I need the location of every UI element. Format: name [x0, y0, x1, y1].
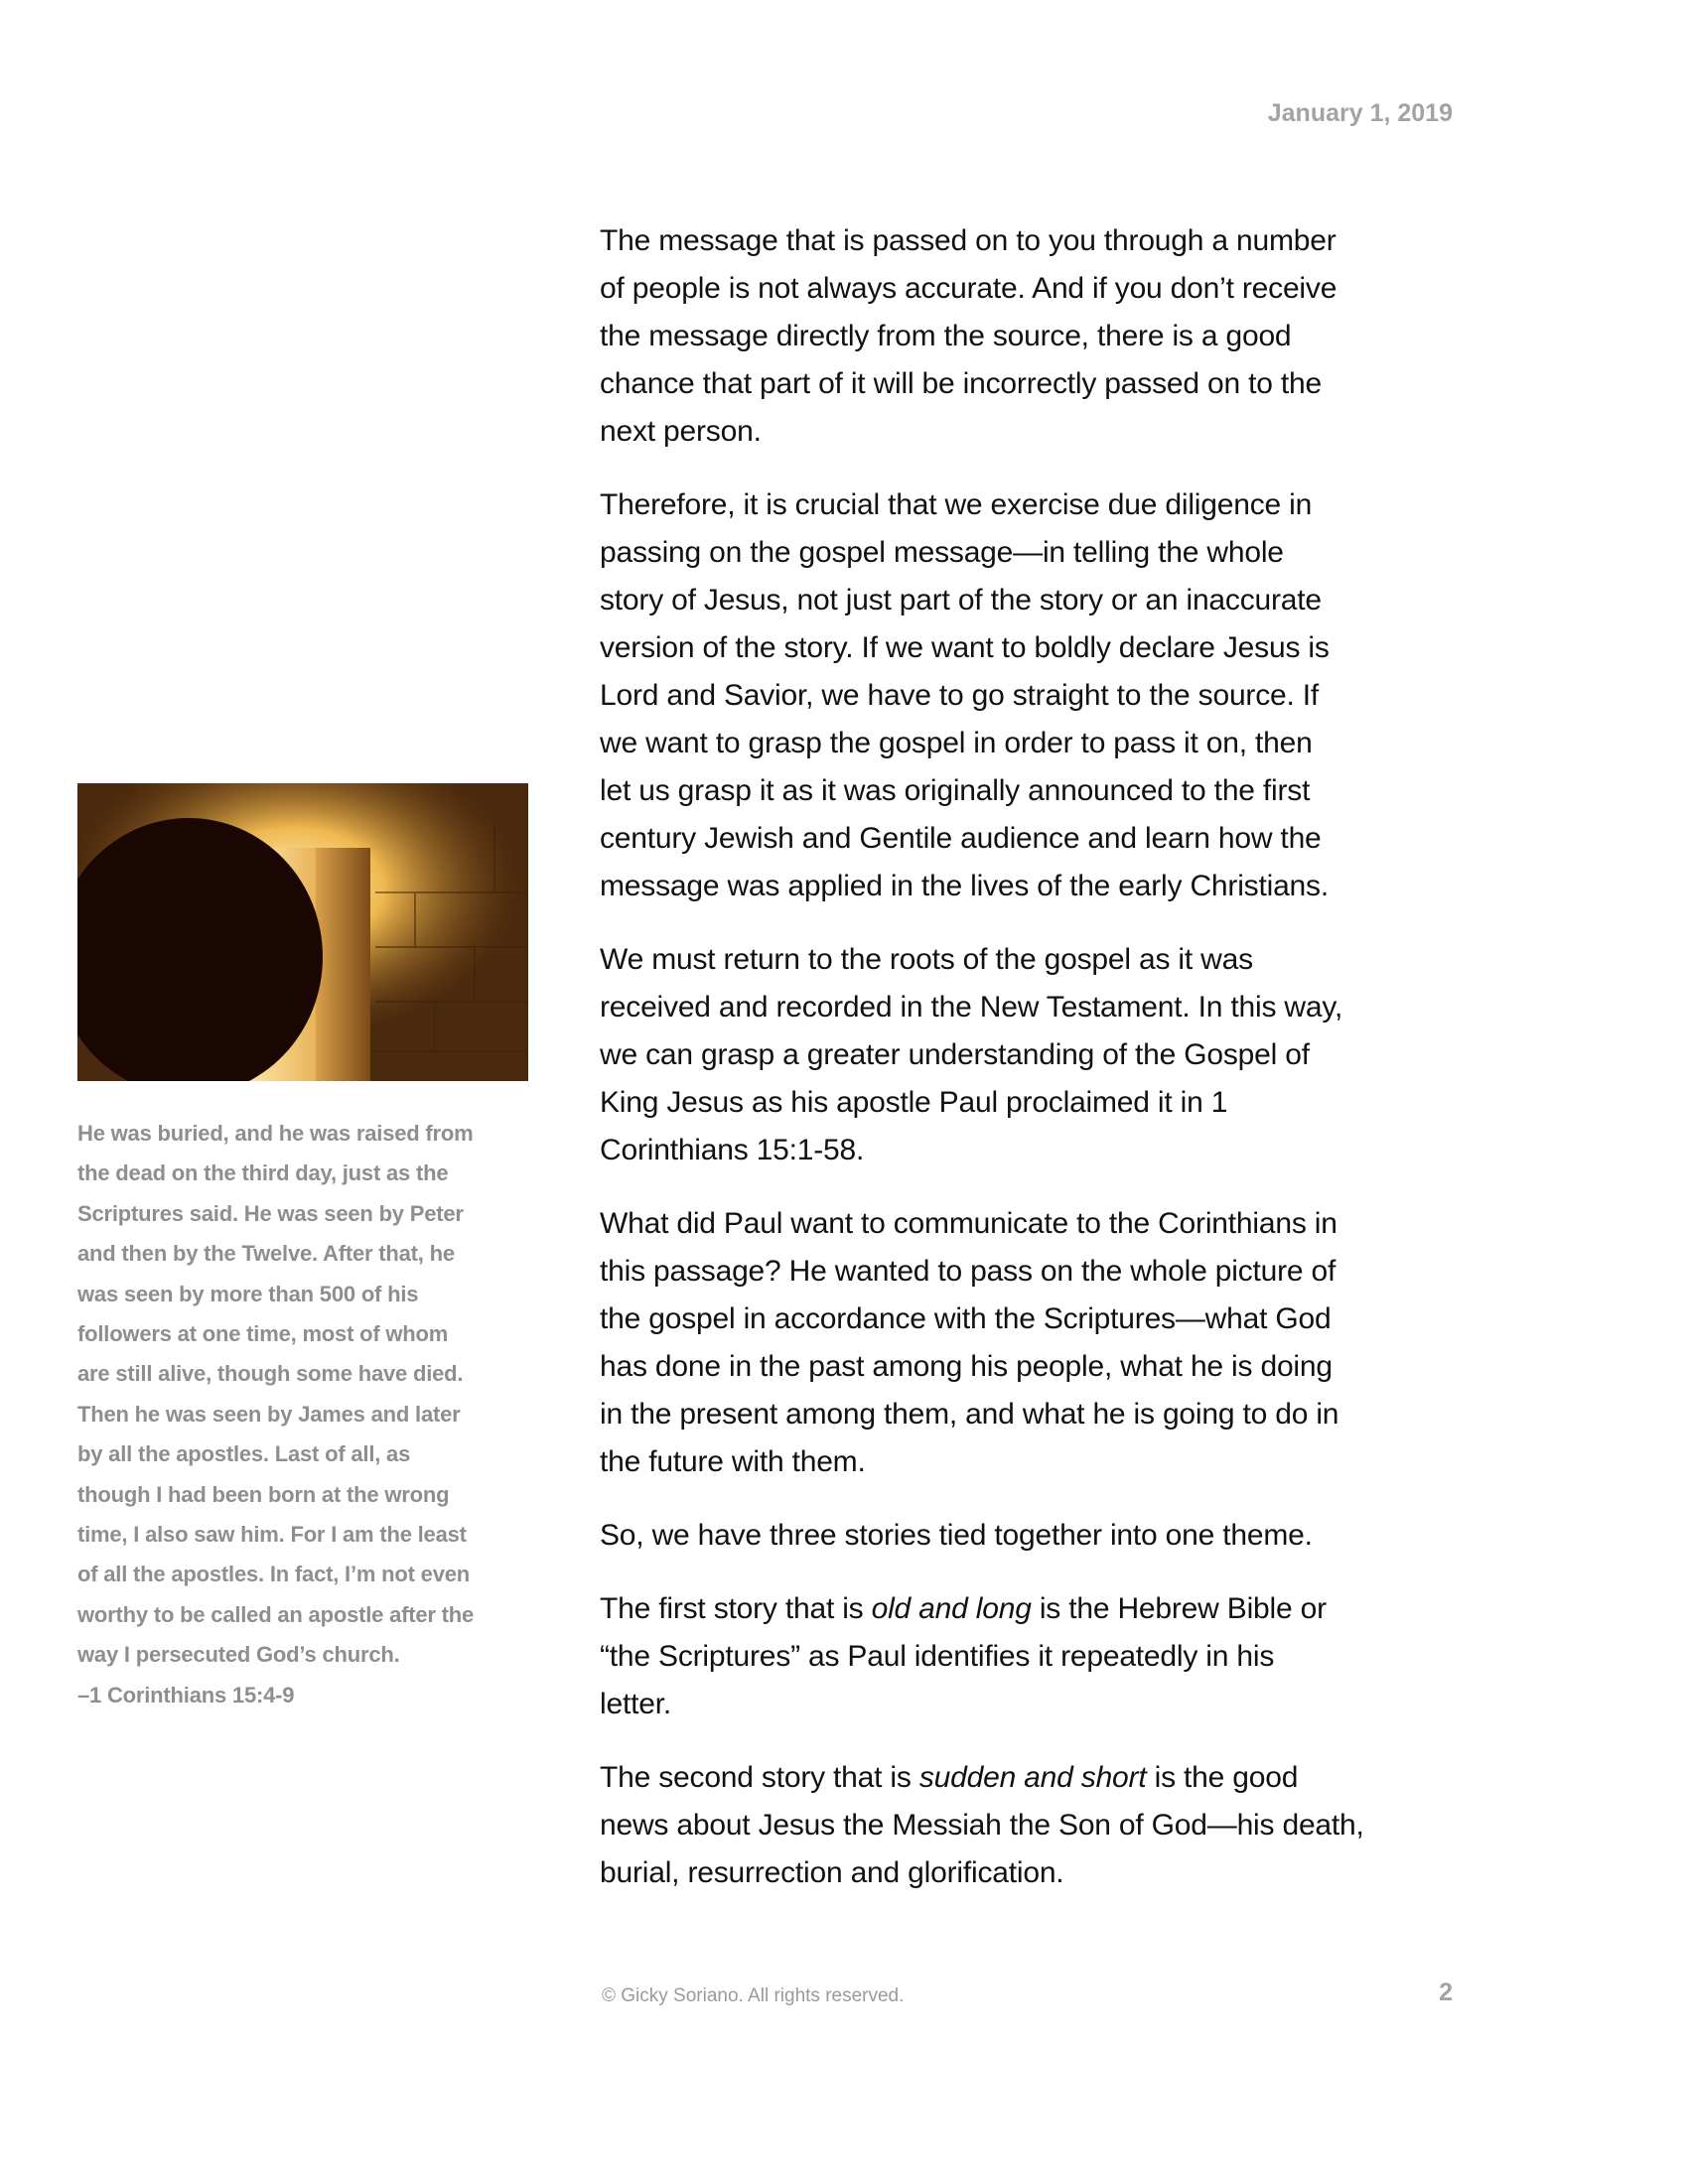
text-line [600, 1585, 1474, 1633]
page-number: 2 [1439, 1979, 1453, 2006]
text-line: What did Paul want to communicate to the Corinthians in [600, 1207, 1337, 1240]
text-line: let us grasp it as it was originally announced to the first [600, 774, 1311, 807]
paragraph [600, 1585, 1474, 1728]
text-line: chance that part of it will be incorrectly passed on to the [600, 367, 1322, 400]
caption-line: time, I also saw him. For I am the least [77, 1522, 467, 1548]
text-line: next person. [600, 415, 762, 448]
text-line: “the Scriptures” as Paul identifies it repeatedly in his [600, 1640, 1275, 1673]
text-run: is the Hebrew Bible or [1031, 1592, 1327, 1625]
text-line: has done in the past among his people, what he is doing [600, 1350, 1333, 1383]
text-line: received and recorded in the New Testament. In this way, [600, 991, 1343, 1024]
text-line: message was applied in the lives of the early Christians. [600, 870, 1329, 902]
caption-line: of all the apostles. In fact, I’m not even [77, 1562, 471, 1587]
caption-line: followers at one time, most of whom [77, 1321, 449, 1347]
emphasis: old and long [871, 1592, 1032, 1625]
text-line: Lord and Savior, we have to go straight to the source. If [600, 679, 1320, 712]
paragraph [600, 1512, 1474, 1560]
text-line: this passage? He wanted to pass on the whole picture of [600, 1255, 1336, 1288]
text-line: letter. [600, 1688, 671, 1720]
emphasis: sudden and short [918, 1761, 1147, 1794]
paragraph [600, 481, 1474, 910]
text-line: story of Jesus, not just part of the story or an inaccurate [600, 584, 1322, 616]
caption-line: He was buried, and he was raised from [77, 1121, 474, 1146]
text-line: news about Jesus the Messiah the Son of God—his death, [600, 1809, 1364, 1842]
text-line: of people is not always accurate. And if you don’t receive [600, 272, 1337, 305]
article-body [600, 217, 1474, 1923]
paragraph [600, 1200, 1474, 1486]
caption-line: are still alive, though some have died. [77, 1361, 464, 1387]
caption-line: though I had been born at the wrong [77, 1481, 450, 1507]
text-run: is the good [1146, 1761, 1299, 1794]
tomb-image-icon [77, 783, 528, 1081]
caption-line: by all the apostles. Last of all, as [77, 1441, 411, 1467]
text-run: The second story that is [600, 1761, 919, 1794]
text-run: The first story that is [600, 1592, 872, 1625]
text-line: burial, resurrection and glorification. [600, 1856, 1064, 1889]
text-line: version of the story. If we want to boldly declare Jesus is [600, 631, 1330, 664]
paragraph [600, 936, 1474, 1174]
empty-tomb-photo [77, 783, 528, 1081]
copyright-footer: © Gicky Soriano. All rights reserved. [602, 1985, 905, 2006]
text-line: We must return to the roots of the gospel as it was [600, 943, 1253, 976]
scripture-caption [77, 1114, 534, 1715]
text-line: Corinthians 15:1-58. [600, 1134, 865, 1166]
caption-line: way I persecuted God’s church. [77, 1642, 400, 1668]
text-line: King Jesus as his apostle Paul proclaimed it in 1 [600, 1086, 1228, 1119]
caption-line: was seen by more than 500 of his [77, 1281, 419, 1306]
text-line: the message directly from the source, there is a good [600, 320, 1292, 352]
caption-line: Then he was seen by James and later [77, 1401, 461, 1427]
caption-line: Scriptures said. He was seen by Peter [77, 1200, 464, 1226]
text-line: Therefore, it is crucial that we exercise due diligence in [600, 488, 1313, 521]
caption-line: the dead on the third day, just as the [77, 1160, 449, 1186]
text-line: we can grasp a greater understanding of the Gospel of [600, 1038, 1310, 1071]
text-line: in the present among them, and what he is going to do in [600, 1398, 1339, 1431]
text-line: The message that is passed on to you through a number [600, 224, 1336, 257]
paragraph [600, 217, 1474, 456]
caption-line: and then by the Twelve. After that, he [77, 1241, 455, 1267]
text-line: the gospel in accordance with the Scriptures—what God [600, 1302, 1332, 1335]
text-line: So, we have three stories tied together into one theme. [600, 1519, 1313, 1552]
paragraph [600, 1754, 1474, 1897]
caption-reference: –1 Corinthians 15:4-9 [77, 1682, 295, 1707]
text-line [600, 1754, 1474, 1802]
caption-line: worthy to be called an apostle after the [77, 1601, 475, 1627]
text-line: passing on the gospel message—in telling the whole [600, 536, 1284, 569]
page-date: January 1, 2019 [1267, 99, 1453, 127]
text-line: we want to grasp the gospel in order to pass it on, then [600, 727, 1313, 759]
text-line: the future with them. [600, 1445, 866, 1478]
text-line: century Jewish and Gentile audience and learn how the [600, 822, 1322, 855]
